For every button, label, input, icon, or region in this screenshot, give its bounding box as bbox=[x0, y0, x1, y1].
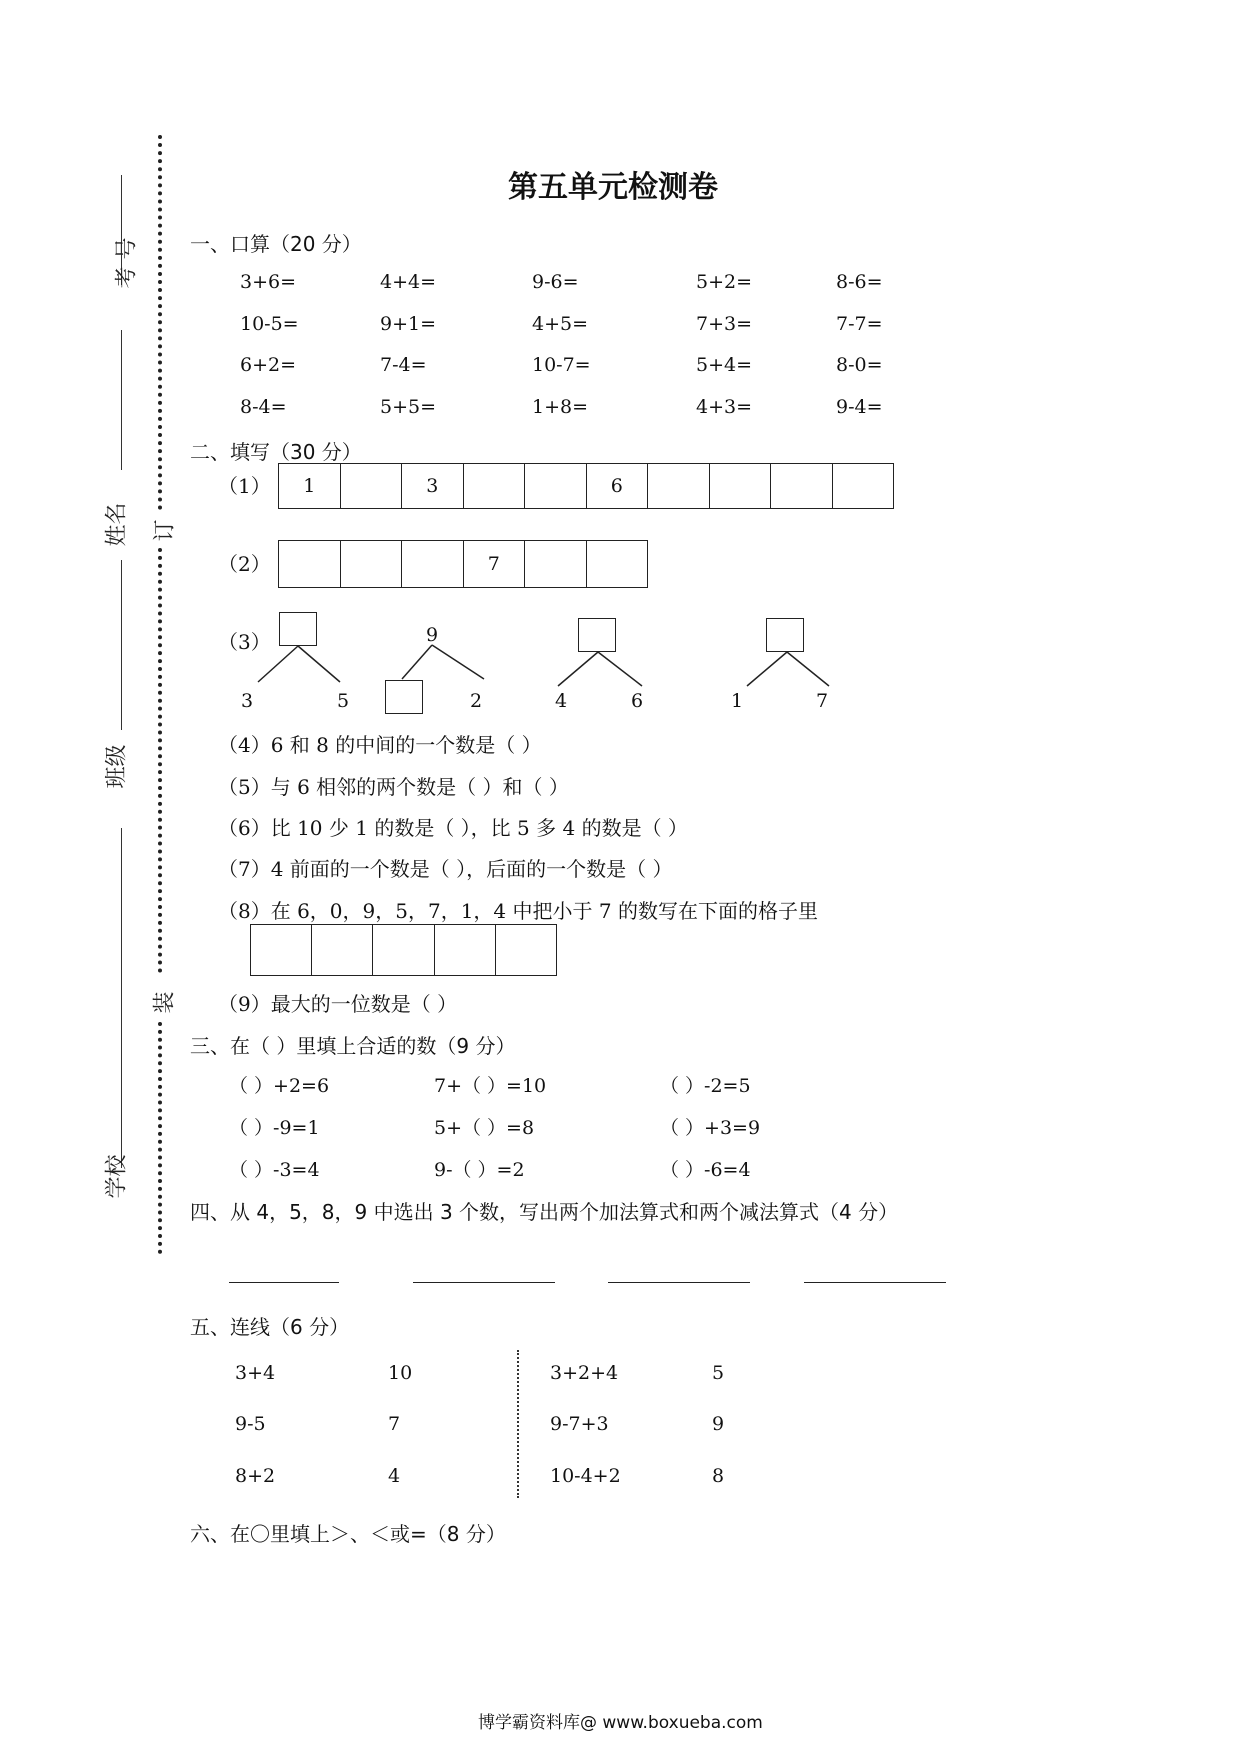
mental-math-item: 9+1= bbox=[380, 313, 437, 335]
mental-math-item: 3+6= bbox=[240, 271, 297, 293]
binding-dotted-line-top bbox=[158, 135, 162, 510]
match-right-number[interactable]: 8 bbox=[712, 1465, 725, 1487]
mental-math-item: 4+5= bbox=[532, 313, 589, 335]
q2-cell[interactable] bbox=[587, 541, 648, 587]
q3-label: （3） bbox=[218, 630, 271, 654]
q1-number-grid bbox=[278, 463, 894, 509]
fill-in-equation[interactable]: （ ）-3=4 bbox=[229, 1159, 320, 1181]
margin-line-name bbox=[121, 330, 122, 470]
binding-dotted-line-bottom bbox=[158, 1022, 162, 1254]
match-left-number[interactable]: 7 bbox=[388, 1413, 401, 1435]
mental-math-item: 8-6= bbox=[836, 271, 883, 293]
footer-watermark: 博学霸资料库@ www.boxueba.com bbox=[478, 1713, 763, 1733]
match-left-expression[interactable]: 9-5 bbox=[235, 1413, 266, 1435]
mental-math-item: 9-4= bbox=[836, 396, 883, 418]
number-bond-4 bbox=[747, 652, 829, 686]
q2-cell[interactable] bbox=[402, 541, 464, 587]
fill-in-equation[interactable]: （ ）+3=9 bbox=[660, 1117, 761, 1139]
section-4-heading: 四、从 4，5，8，9 中选出 3 个数，写出两个加法算式和两个减法算式（4 分） bbox=[190, 1200, 899, 1224]
bond-2-top: 9 bbox=[426, 624, 439, 646]
section-6-heading: 六、在〇里填上＞、＜或=（8 分） bbox=[190, 1522, 506, 1546]
class-label: 班级 bbox=[104, 744, 130, 789]
q8-text: （8）在 6，0，9，5，7，1，4 中把小于 7 的数写在下面的格子里 bbox=[218, 899, 818, 923]
mental-math-item: 7-7= bbox=[836, 313, 883, 335]
bond-4-right: 7 bbox=[816, 690, 829, 712]
q2-cell[interactable] bbox=[279, 541, 341, 587]
answer-line-1[interactable] bbox=[229, 1282, 339, 1283]
q6-text: （6）比 10 少 1 的数是（ ），比 5 多 4 的数是（ ） bbox=[218, 816, 688, 840]
ding-label: 订 bbox=[152, 519, 178, 542]
mental-math-item: 10-7= bbox=[532, 354, 591, 376]
q8-cell[interactable] bbox=[312, 925, 373, 975]
bond-3-top-box[interactable] bbox=[578, 618, 616, 652]
fill-in-equation[interactable]: 9-（ ）=2 bbox=[434, 1159, 525, 1181]
bond-3-right: 6 bbox=[631, 690, 644, 712]
q5-text: （5）与 6 相邻的两个数是（ ）和（ ） bbox=[218, 775, 569, 799]
q1-cell[interactable] bbox=[341, 464, 403, 508]
bond-2-right: 2 bbox=[470, 690, 483, 712]
mental-math-item: 7+3= bbox=[696, 313, 753, 335]
q1-cell: 1 bbox=[279, 464, 341, 508]
q1-cell[interactable] bbox=[464, 464, 526, 508]
q1-cell: 6 bbox=[587, 464, 649, 508]
bond-1-top-box[interactable] bbox=[279, 612, 317, 646]
q1-cell[interactable] bbox=[648, 464, 710, 508]
number-bond-1 bbox=[258, 646, 340, 682]
q8-cell[interactable] bbox=[251, 925, 312, 975]
q9-text: （9）最大的一位数是（ ） bbox=[218, 992, 458, 1016]
exam-no-label: 考 号 bbox=[114, 237, 140, 289]
q2-number-grid bbox=[278, 540, 648, 588]
bond-4-top-box[interactable] bbox=[766, 618, 804, 652]
mental-math-item: 6+2= bbox=[240, 354, 297, 376]
section-1-heading: 一、口算（20 分） bbox=[190, 232, 362, 256]
mental-math-item: 8-4= bbox=[240, 396, 287, 418]
match-right-expression[interactable]: 9-7+3 bbox=[550, 1413, 609, 1435]
answer-line-2[interactable] bbox=[413, 1282, 555, 1283]
q2-label: （2） bbox=[218, 552, 271, 576]
match-right-expression[interactable]: 10-4+2 bbox=[550, 1465, 621, 1487]
zhuang-label: 装 bbox=[152, 991, 178, 1014]
bond-4-left: 1 bbox=[731, 690, 744, 712]
number-bond-2 bbox=[402, 645, 484, 679]
match-left-number[interactable]: 10 bbox=[388, 1362, 413, 1384]
number-bond-3 bbox=[558, 652, 642, 686]
q4-text: （4）6 和 8 的中间的一个数是（ ） bbox=[218, 733, 542, 757]
q1-label: （1） bbox=[218, 474, 271, 498]
fill-in-equation[interactable]: （ ）-2=5 bbox=[660, 1075, 751, 1097]
page-title: 第五单元检测卷 bbox=[508, 170, 718, 205]
mental-math-item: 5+2= bbox=[696, 271, 753, 293]
q2-cell[interactable] bbox=[341, 541, 403, 587]
q7-text: （7）4 前面的一个数是（ ），后面的一个数是（ ） bbox=[218, 857, 673, 881]
q1-cell[interactable] bbox=[525, 464, 587, 508]
name-label: 姓名 bbox=[104, 502, 130, 547]
mental-math-item: 1+8= bbox=[532, 396, 589, 418]
mental-math-item: 7-4= bbox=[380, 354, 427, 376]
fill-in-equation[interactable]: 7+（ ）=10 bbox=[434, 1075, 547, 1097]
match-left-expression[interactable]: 8+2 bbox=[235, 1465, 276, 1487]
answer-line-4[interactable] bbox=[804, 1282, 946, 1283]
school-label: 学校 bbox=[104, 1154, 130, 1199]
section-5-heading: 五、连线（6 分） bbox=[190, 1315, 350, 1339]
q8-cell[interactable] bbox=[435, 925, 496, 975]
fill-in-equation[interactable]: （ ）+2=6 bbox=[229, 1075, 330, 1097]
mental-math-item: 9-6= bbox=[532, 271, 579, 293]
margin-line-school bbox=[121, 828, 122, 1168]
match-right-number[interactable]: 5 bbox=[712, 1362, 725, 1384]
q8-answer-grid bbox=[250, 924, 557, 976]
bond-1-right: 5 bbox=[337, 690, 350, 712]
fill-in-equation[interactable]: （ ）-6=4 bbox=[660, 1159, 751, 1181]
q1-cell[interactable] bbox=[833, 464, 894, 508]
bond-3-left: 4 bbox=[555, 690, 568, 712]
q2-cell[interactable] bbox=[525, 541, 587, 587]
fill-in-equation[interactable]: 5+（ ）=8 bbox=[434, 1117, 535, 1139]
bond-2-left-box[interactable] bbox=[385, 680, 423, 714]
mental-math-item: 10-5= bbox=[240, 313, 299, 335]
q2-cell: 7 bbox=[464, 541, 526, 587]
section-2-heading: 二、填写（30 分） bbox=[190, 440, 362, 464]
mental-math-item: 4+3= bbox=[696, 396, 753, 418]
q1-cell[interactable] bbox=[710, 464, 772, 508]
match-left-number[interactable]: 4 bbox=[388, 1465, 401, 1487]
bond-1-left: 3 bbox=[241, 690, 254, 712]
q8-cell[interactable] bbox=[373, 925, 434, 975]
answer-line-3[interactable] bbox=[608, 1282, 750, 1283]
match-left-expression[interactable]: 3+4 bbox=[235, 1362, 276, 1384]
match-right-number[interactable]: 9 bbox=[712, 1413, 725, 1435]
mental-math-item: 5+5= bbox=[380, 396, 437, 418]
fill-in-equation[interactable]: （ ）-9=1 bbox=[229, 1117, 320, 1139]
q8-cell[interactable] bbox=[496, 925, 556, 975]
mental-math-item: 4+4= bbox=[380, 271, 437, 293]
mental-math-item: 5+4= bbox=[696, 354, 753, 376]
q1-cell: 3 bbox=[402, 464, 464, 508]
match-right-expression[interactable]: 3+2+4 bbox=[550, 1362, 619, 1384]
number-bond-diagrams bbox=[0, 600, 1241, 740]
section-3-heading: 三、在（ ）里填上合适的数（9 分） bbox=[190, 1034, 516, 1058]
mental-math-item: 8-0= bbox=[836, 354, 883, 376]
q1-cell[interactable] bbox=[771, 464, 833, 508]
matching-divider bbox=[517, 1350, 519, 1498]
